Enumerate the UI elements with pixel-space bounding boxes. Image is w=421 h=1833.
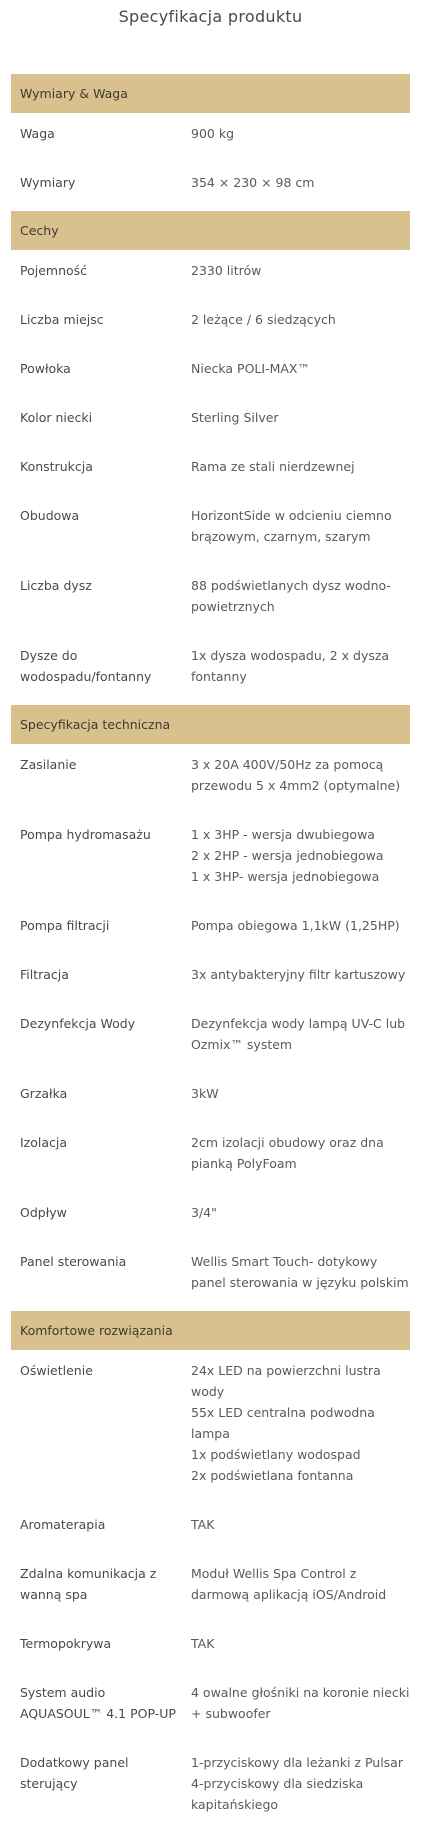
spec-row bbox=[11, 162, 410, 211]
spec-label: Kolor niecki bbox=[20, 410, 93, 425]
spec-row bbox=[11, 348, 410, 397]
spec-label: Filtracja bbox=[20, 967, 69, 982]
spec-label: System audio AQUASOUL™ 4.1 POP-UP bbox=[20, 1685, 176, 1721]
spec-label: Izolacja bbox=[20, 1135, 68, 1150]
spec-row bbox=[11, 1122, 410, 1192]
spec-row bbox=[11, 446, 410, 495]
spec-row bbox=[11, 1241, 410, 1311]
spec-label: Aromaterapia bbox=[20, 1517, 106, 1532]
spec-value: Moduł Wellis Spa Control z darmową aplikacją iOS/Android bbox=[191, 1566, 387, 1602]
spec-row bbox=[11, 113, 410, 162]
spec-label: Dysze do wodospadu/fontanny bbox=[20, 648, 152, 684]
spec-row bbox=[11, 495, 410, 565]
spec-label: Dodatkowy panel sterujący bbox=[20, 1755, 129, 1791]
spec-table bbox=[11, 74, 410, 1833]
spec-label: Obudowa bbox=[20, 508, 80, 523]
spec-label: Dezynfekcja Wody bbox=[20, 1016, 136, 1031]
spec-label: Powłoka bbox=[20, 361, 71, 376]
page-title: Specyfikacja produktu bbox=[118, 7, 303, 26]
spec-value: 24x LED na powierzchni lustra wody 55x LED centralna podwodna lampa 1x podświetlany wodospad 2x podświetlana fontanna bbox=[191, 1363, 381, 1483]
spec-value: Dezynfekcja wody lampą UV-C lub Ozmix™ system bbox=[191, 1016, 406, 1052]
spec-label: Liczba dysz bbox=[20, 578, 92, 593]
spec-row bbox=[11, 1742, 410, 1833]
spec-row bbox=[11, 635, 410, 705]
spec-label: Odpływ bbox=[20, 1205, 67, 1220]
spec-label: Termopokrywa bbox=[20, 1636, 112, 1651]
spec-row bbox=[11, 1350, 410, 1504]
spec-label: Zasilanie bbox=[20, 757, 77, 772]
section-header-wymiary: Wymiary & Waga bbox=[11, 74, 410, 113]
spec-row bbox=[11, 1672, 410, 1742]
spec-row bbox=[11, 814, 410, 905]
spec-value: 1x dysza wodospadu, 2 x dysza fontanny bbox=[191, 648, 390, 684]
spec-label: Oświetlenie bbox=[20, 1363, 93, 1378]
spec-value: Pompa obiegowa 1,1kW (1,25HP) bbox=[191, 918, 400, 933]
spec-row bbox=[11, 299, 410, 348]
spec-value: 1 x 3HP - wersja dwubiegowa 2 x 2HP - wersja jednobiegowa 1 x 3HP- wersja jednobiegowa bbox=[191, 827, 384, 884]
spec-value: Sterling Silver bbox=[191, 410, 279, 425]
spec-value: HorizontSide w odcieniu ciemno brązowym, czarnym, szarym bbox=[191, 508, 392, 544]
spec-row bbox=[11, 905, 410, 954]
spec-value: Rama ze stali nierdzewnej bbox=[191, 459, 355, 474]
spec-row bbox=[11, 397, 410, 446]
spec-value: 3x antybakteryjny filtr kartuszowy bbox=[191, 967, 406, 982]
spec-label: Pompa filtracji bbox=[20, 918, 110, 933]
spec-label: Konstrukcja bbox=[20, 459, 93, 474]
spec-label: Liczba miejsc bbox=[20, 312, 104, 327]
section-header-komfortowe: Komfortowe rozwiązania bbox=[11, 1311, 410, 1350]
spec-value: TAK bbox=[191, 1636, 215, 1651]
spec-value: TAK bbox=[191, 1517, 215, 1532]
spec-row bbox=[11, 565, 410, 635]
spec-row bbox=[11, 744, 410, 814]
spec-row bbox=[11, 1192, 410, 1241]
spec-label: Pojemność bbox=[20, 263, 88, 278]
spec-label: Waga bbox=[20, 126, 55, 141]
spec-row bbox=[11, 1003, 410, 1073]
spec-row bbox=[11, 1073, 410, 1122]
spec-value: 3kW bbox=[191, 1086, 219, 1101]
spec-value: 3 x 20A 400V/50Hz za pomocą przewodu 5 x 4mm2 (optymalne) bbox=[191, 757, 401, 793]
spec-label: Zdalna komunikacja z wanną spa bbox=[20, 1566, 157, 1602]
spec-row bbox=[11, 1623, 410, 1672]
spec-value: 3/4" bbox=[191, 1205, 217, 1220]
spec-value: 2 leżące / 6 siedzących bbox=[191, 312, 336, 327]
section-header-cechy: Cechy bbox=[11, 211, 410, 250]
spec-row bbox=[11, 1553, 410, 1623]
spec-row bbox=[11, 1504, 410, 1553]
spec-label: Pompa hydromasażu bbox=[20, 827, 151, 842]
spec-label: Panel sterowania bbox=[20, 1254, 127, 1269]
section-header-specyfikacja: Specyfikacja techniczna bbox=[11, 705, 410, 744]
spec-row bbox=[11, 250, 410, 299]
spec-value: 1-przyciskowy dla leżanki z Pulsar 4-przyciskowy dla siedziska kapitańskiego bbox=[191, 1755, 403, 1812]
spec-value: Niecka POLI-MAX™ bbox=[191, 361, 310, 376]
spec-value: 4 owalne głośniki na koronie niecki + subwoofer bbox=[191, 1685, 410, 1721]
spec-value: 88 podświetlanych dysz wodno-powietrznych bbox=[191, 578, 391, 614]
spec-value: 354 × 230 × 98 cm bbox=[191, 175, 315, 190]
spec-label: Grzałka bbox=[20, 1086, 68, 1101]
spec-label: Wymiary bbox=[20, 175, 76, 190]
spec-value: Wellis Smart Touch- dotykowy panel sterowania w języku polskim bbox=[191, 1254, 409, 1290]
spec-value: 900 kg bbox=[191, 126, 235, 141]
spec-row bbox=[11, 954, 410, 1003]
spec-value: 2cm izolacji obudowy oraz dna pianką PolyFoam bbox=[191, 1135, 384, 1171]
spec-value: 2330 litrów bbox=[191, 263, 262, 278]
